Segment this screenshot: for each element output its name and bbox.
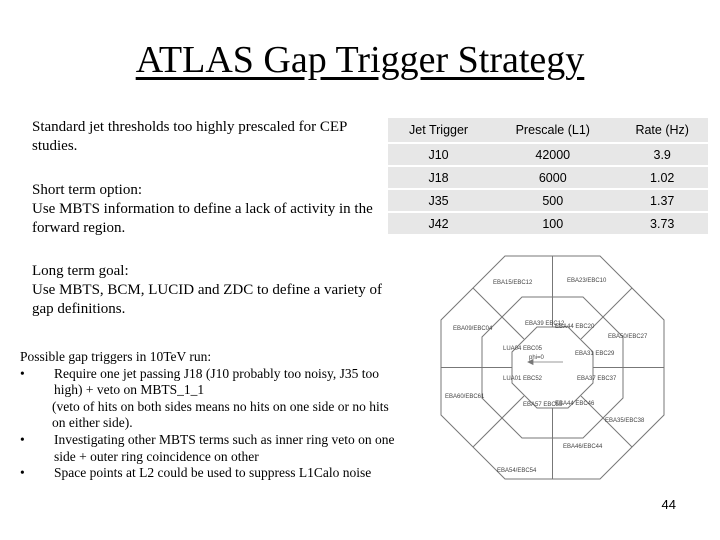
list-item — [20, 432, 400, 465]
bullet-icon: • — [20, 431, 25, 447]
cell-trigger: J42 — [388, 212, 489, 235]
inner-label: EBA57 EBC55 — [523, 402, 563, 408]
table-row — [388, 189, 708, 212]
inner-label: EBA39 EBC12 — [525, 321, 565, 327]
inner-octagon — [512, 327, 593, 408]
slide-title: ATLAS Gap Trigger Strategy — [135, 39, 585, 81]
outer-label: EBA09/EBC04 — [453, 326, 493, 332]
spoke — [581, 288, 632, 339]
inner-label: EBA31 EBC29 — [575, 351, 615, 357]
list-item-text: Require one jet passing J18 (J10 probably too noisy, J35 too high) + veto on MBTS_1_1 — [54, 365, 379, 398]
cell-rate: 1.37 — [616, 189, 708, 212]
table-header-row — [388, 118, 708, 143]
long-term-title: Long term goal: — [32, 263, 129, 279]
bullet-icon: • — [20, 465, 25, 481]
cell-trigger: J18 — [388, 166, 489, 189]
paragraph-short-term — [32, 181, 392, 238]
possible-triggers — [20, 349, 400, 482]
list-item — [20, 465, 400, 482]
inner-label: EBA44 EBC20 — [555, 324, 595, 330]
cell-prescale: 500 — [489, 189, 616, 212]
header-prescale: Prescale (L1) — [489, 118, 616, 143]
cell-prescale: 6000 — [489, 166, 616, 189]
inner-label: LUA01 EBC52 — [503, 376, 543, 382]
outer-label: EBA54/EBC54 — [497, 468, 537, 474]
outer-label: EBA15/EBC12 — [493, 280, 533, 286]
long-term-body: Use MBTS, BCM, LUCID and ZDC to define a variety of gap definitions. — [32, 282, 382, 317]
cell-rate: 1.02 — [616, 166, 708, 189]
list-item — [20, 366, 400, 432]
short-term-title: Short term option: — [32, 182, 142, 198]
table-row — [388, 212, 708, 235]
cell-prescale: 42000 — [489, 143, 616, 166]
cell-rate: 3.9 — [616, 143, 708, 166]
spoke — [473, 396, 524, 447]
outer-label: EBA50/EBC27 — [608, 334, 648, 340]
outer-label: EBA35/EBC38 — [605, 418, 645, 424]
short-term-body: Use MBTS information to define a lack of activity in the forward region. — [32, 201, 373, 236]
outer-label: EBA46/EBC44 — [563, 444, 603, 450]
mbts-segmentation-diagram — [425, 240, 680, 495]
inner-label: LUA04 EBC05 — [503, 346, 543, 352]
bullet-icon: • — [20, 365, 25, 381]
table-row — [388, 143, 708, 166]
header-jet-trigger: Jet Trigger — [388, 118, 489, 143]
outer-label: EBA60/EBC61 — [445, 394, 485, 400]
list-item-text: Investigating other MBTS terms such as inner ring veto on one side + outer ring coincidence on other — [54, 431, 395, 464]
paragraph-cep: Standard jet thresholds too highly prescaled for CEP studies. — [32, 119, 347, 154]
phi-label: phi=0 — [529, 355, 544, 361]
outer-label: EBA23/EBC10 — [567, 278, 607, 284]
table-row — [388, 166, 708, 189]
possible-triggers-list — [20, 366, 400, 482]
jet-trigger-table — [388, 118, 708, 236]
cell-trigger: J35 — [388, 189, 489, 212]
list-item-note: (veto of hits on both sides means no hits on one side or no hits on either side). — [52, 398, 389, 431]
header-rate: Rate (Hz) — [616, 118, 708, 143]
page-number: 44 — [661, 497, 676, 512]
cell-rate: 3.73 — [616, 212, 708, 235]
list-item-text: Space points at L2 could be used to suppress L1Calo noise — [54, 465, 372, 481]
inner-label: EBA44 EBC46 — [555, 401, 595, 407]
paragraph-long-term — [32, 262, 392, 319]
possible-triggers-heading: Possible gap triggers in 10TeV run: — [20, 349, 212, 364]
cell-prescale: 100 — [489, 212, 616, 235]
cell-trigger: J10 — [388, 143, 489, 166]
inner-label: EBA37 EBC37 — [577, 376, 617, 382]
